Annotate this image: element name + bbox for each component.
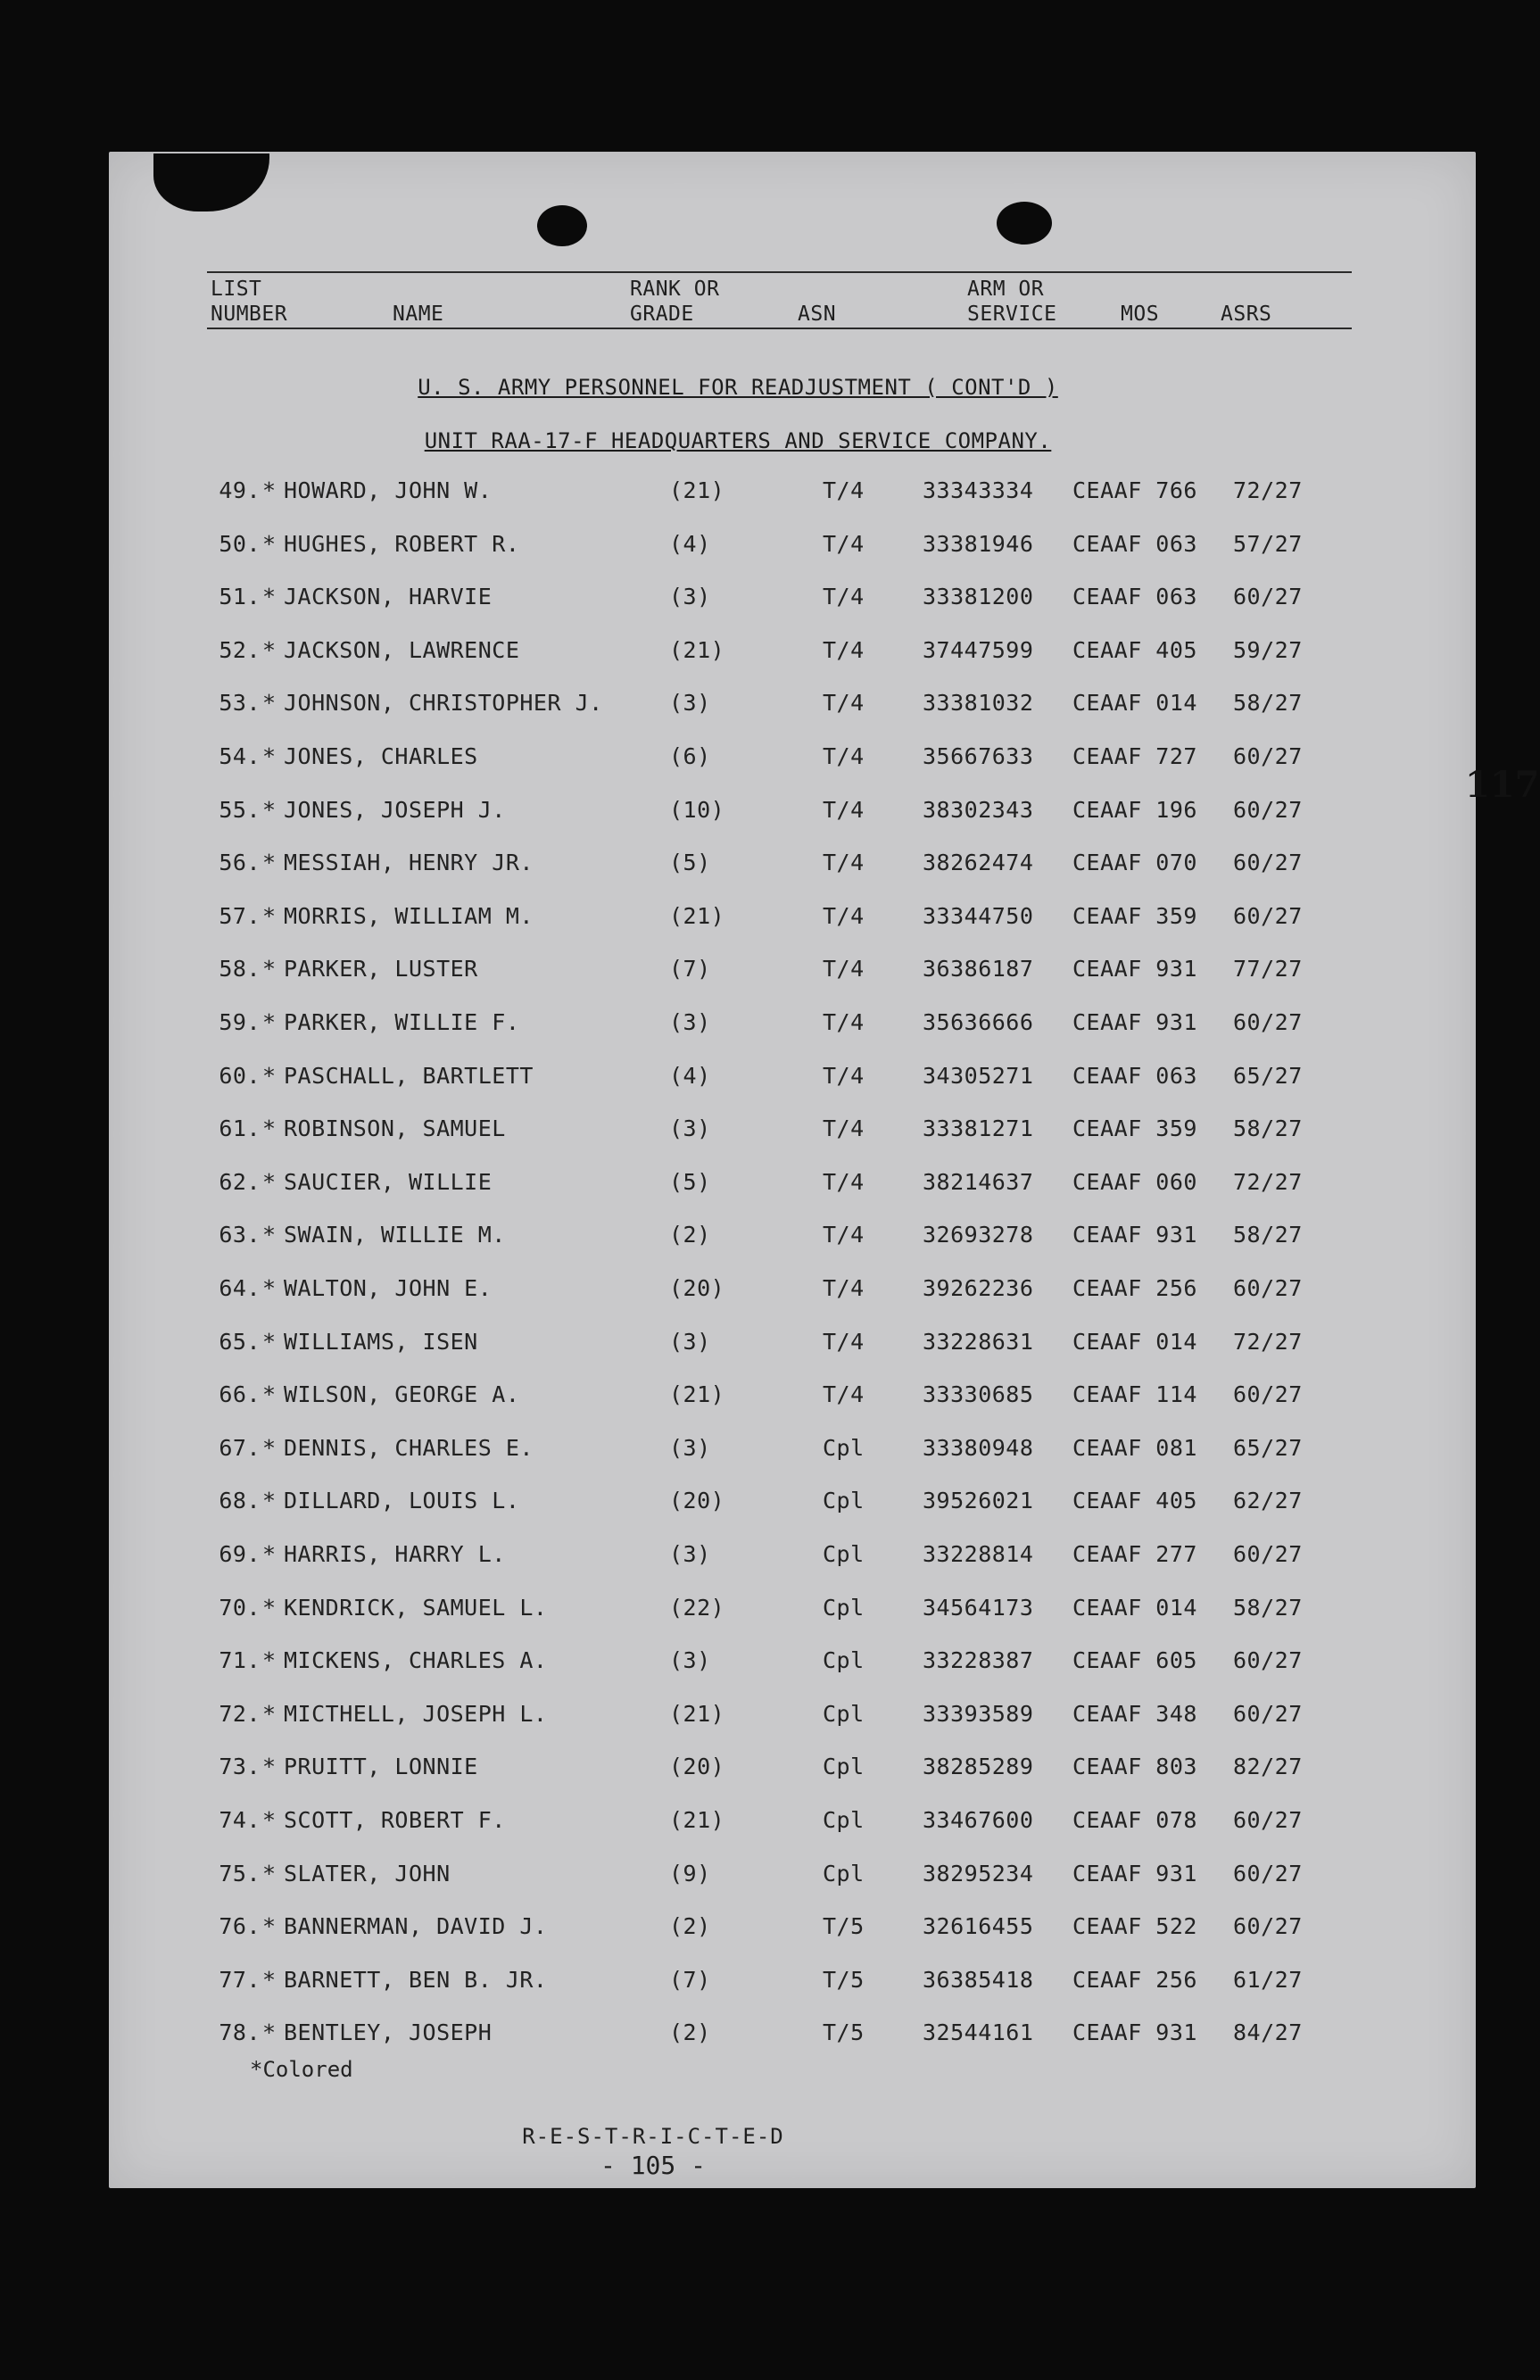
arm-service-mos: CEAAF 196 xyxy=(1072,797,1197,823)
person-name: BENTLEY, JOSEPH xyxy=(284,2019,493,2045)
colored-marker: * xyxy=(262,1701,277,1727)
table-row xyxy=(109,1435,1476,1471)
table-row xyxy=(109,1541,1476,1577)
asrs: 60/27 xyxy=(1233,584,1303,610)
grade: (3) xyxy=(669,690,711,716)
rank: Cpl xyxy=(823,1807,865,1833)
arm-service-mos: CEAAF 605 xyxy=(1072,1647,1197,1673)
asrs: 62/27 xyxy=(1233,1488,1303,1513)
asn: 36386187 xyxy=(923,956,1034,982)
colored-marker: * xyxy=(262,1169,277,1195)
person-name: PARKER, WILLIE F. xyxy=(284,1009,520,1035)
person-name: JONES, JOSEPH J. xyxy=(284,797,506,823)
asn: 37447599 xyxy=(923,637,1034,663)
person-name: BARNETT, BEN B. JR. xyxy=(284,1967,548,1993)
grade: (20) xyxy=(669,1754,725,1779)
asn: 32616455 xyxy=(923,1913,1034,1939)
person-name: DENNIS, CHARLES E. xyxy=(284,1435,534,1461)
arm-service-mos: CEAAF 063 xyxy=(1072,584,1197,610)
list-number: 76. xyxy=(219,1913,261,1939)
asn: 33330685 xyxy=(923,1381,1034,1407)
asn: 32544161 xyxy=(923,2019,1034,2045)
list-number: 70. xyxy=(219,1595,261,1621)
rank: T/4 xyxy=(823,1063,865,1089)
grade: (21) xyxy=(669,1807,725,1833)
table-row xyxy=(109,1754,1476,1789)
asn: 38262474 xyxy=(923,850,1034,875)
header-rank: RANK OR GRADE xyxy=(630,278,720,326)
asrs: 72/27 xyxy=(1233,1329,1303,1355)
arm-service-mos: CEAAF 348 xyxy=(1072,1701,1197,1727)
list-number: 69. xyxy=(219,1541,261,1567)
asrs: 59/27 xyxy=(1233,637,1303,663)
colored-marker: * xyxy=(262,743,277,769)
colored-marker: * xyxy=(262,1381,277,1407)
arm-service-mos: CEAAF 014 xyxy=(1072,1595,1197,1621)
asn: 33393589 xyxy=(923,1701,1034,1727)
grade: (3) xyxy=(669,1435,711,1461)
asn: 36385418 xyxy=(923,1967,1034,1993)
list-number: 67. xyxy=(219,1435,261,1461)
header-top-rule xyxy=(207,271,1352,273)
person-name: JONES, CHARLES xyxy=(284,743,478,769)
arm-service-mos: CEAAF 060 xyxy=(1072,1169,1197,1195)
colored-marker: * xyxy=(262,1541,277,1567)
table-row xyxy=(109,1861,1476,1896)
rank: T/4 xyxy=(823,1009,865,1035)
asrs: 60/27 xyxy=(1233,1807,1303,1833)
arm-service-mos: CEAAF 359 xyxy=(1072,1115,1197,1141)
arm-service-mos: CEAAF 256 xyxy=(1072,1967,1197,1993)
list-number: 74. xyxy=(219,1807,261,1833)
asn: 33380948 xyxy=(923,1435,1034,1461)
arm-service-mos: CEAAF 931 xyxy=(1072,956,1197,982)
grade: (5) xyxy=(669,1169,711,1195)
asn: 33228631 xyxy=(923,1329,1034,1355)
header-list-number: LIST NUMBER xyxy=(211,278,288,326)
arm-service-mos: CEAAF 727 xyxy=(1072,743,1197,769)
list-number: 66. xyxy=(219,1381,261,1407)
list-number: 61. xyxy=(219,1115,261,1141)
colored-marker: * xyxy=(262,1913,277,1939)
colored-marker: * xyxy=(262,2019,277,2045)
list-number: 77. xyxy=(219,1967,261,1993)
table-row xyxy=(109,690,1476,726)
handwritten-margin-number: 117 xyxy=(1465,764,1540,806)
header-mos: MOS xyxy=(1121,303,1160,326)
rank: T/4 xyxy=(823,956,865,982)
rank: T/4 xyxy=(823,1329,865,1355)
asrs: 60/27 xyxy=(1233,1381,1303,1407)
table-row xyxy=(109,1913,1476,1949)
arm-service-mos: CEAAF 803 xyxy=(1072,1754,1197,1779)
asrs: 58/27 xyxy=(1233,1222,1303,1248)
colored-marker: * xyxy=(262,850,277,875)
list-number: 73. xyxy=(219,1754,261,1779)
asn: 33344750 xyxy=(923,903,1034,929)
header-asrs: ASRS xyxy=(1221,303,1272,326)
asn: 33381946 xyxy=(923,531,1034,557)
header-name: NAME xyxy=(393,303,444,326)
list-number: 64. xyxy=(219,1275,261,1301)
colored-marker: * xyxy=(262,1488,277,1513)
person-name: WALTON, JOHN E. xyxy=(284,1275,493,1301)
arm-service-mos: CEAAF 078 xyxy=(1072,1807,1197,1833)
asn: 34564173 xyxy=(923,1595,1034,1621)
rank: T/4 xyxy=(823,531,865,557)
person-name: PARKER, LUSTER xyxy=(284,956,478,982)
person-name: HOWARD, JOHN W. xyxy=(284,477,493,503)
person-name: JACKSON, LAWRENCE xyxy=(284,637,520,663)
list-number: 53. xyxy=(219,690,261,716)
arm-service-mos: CEAAF 931 xyxy=(1072,2019,1197,2045)
asrs: 58/27 xyxy=(1233,1115,1303,1141)
grade: (4) xyxy=(669,531,711,557)
asrs: 58/27 xyxy=(1233,690,1303,716)
person-name: PRUITT, LONNIE xyxy=(284,1754,478,1779)
person-name: BANNERMAN, DAVID J. xyxy=(284,1913,548,1939)
rank: T/5 xyxy=(823,1913,865,1939)
table-row xyxy=(109,1647,1476,1683)
rank: T/4 xyxy=(823,1169,865,1195)
arm-service-mos: CEAAF 081 xyxy=(1072,1435,1197,1461)
arm-service-mos: CEAAF 277 xyxy=(1072,1541,1197,1567)
list-number: 56. xyxy=(219,850,261,875)
grade: (21) xyxy=(669,903,725,929)
person-name: DILLARD, LOUIS L. xyxy=(284,1488,520,1513)
table-row xyxy=(109,1222,1476,1257)
rank: T/4 xyxy=(823,1275,865,1301)
arm-service-mos: CEAAF 405 xyxy=(1072,637,1197,663)
colored-marker: * xyxy=(262,797,277,823)
asn: 35667633 xyxy=(923,743,1034,769)
asn: 38285289 xyxy=(923,1754,1034,1779)
person-name: HUGHES, ROBERT R. xyxy=(284,531,520,557)
table-row xyxy=(109,2019,1476,2055)
rank: Cpl xyxy=(823,1647,865,1673)
asn: 33381271 xyxy=(923,1115,1034,1141)
table-row xyxy=(109,477,1476,513)
asrs: 60/27 xyxy=(1233,1861,1303,1887)
colored-marker: * xyxy=(262,1222,277,1248)
grade: (2) xyxy=(669,2019,711,2045)
asrs: 60/27 xyxy=(1233,1647,1303,1673)
rank: T/5 xyxy=(823,1967,865,1993)
asrs: 58/27 xyxy=(1233,1595,1303,1621)
asrs: 61/27 xyxy=(1233,1967,1303,1993)
person-name: WILLIAMS, ISEN xyxy=(284,1329,478,1355)
list-number: 58. xyxy=(219,956,261,982)
grade: (3) xyxy=(669,1647,711,1673)
colored-marker: * xyxy=(262,1754,277,1779)
arm-service-mos: CEAAF 063 xyxy=(1072,531,1197,557)
arm-service-mos: CEAAF 256 xyxy=(1072,1275,1197,1301)
asrs: 60/27 xyxy=(1233,743,1303,769)
rank: T/5 xyxy=(823,2019,865,2045)
table-row xyxy=(109,1329,1476,1364)
list-number: 54. xyxy=(219,743,261,769)
document-title: U. S. ARMY PERSONNEL FOR READJUSTMENT ( CONT'D ) xyxy=(418,375,1058,400)
list-number: 51. xyxy=(219,584,261,610)
colored-marker: * xyxy=(262,1861,277,1887)
colored-marker: * xyxy=(262,1967,277,1993)
rank: T/4 xyxy=(823,850,865,875)
grade: (10) xyxy=(669,797,725,823)
asn: 32693278 xyxy=(923,1222,1034,1248)
list-number: 62. xyxy=(219,1169,261,1195)
grade: (3) xyxy=(669,1115,711,1141)
asrs: 60/27 xyxy=(1233,850,1303,875)
page-number: - 105 - xyxy=(600,2151,706,2180)
asrs: 65/27 xyxy=(1233,1063,1303,1089)
unit-title: UNIT RAA-17-F HEADQUARTERS AND SERVICE COMPANY. xyxy=(424,428,1052,453)
colored-marker: * xyxy=(262,1647,277,1673)
asrs: 60/27 xyxy=(1233,1701,1303,1727)
rank: T/4 xyxy=(823,1222,865,1248)
arm-service-mos: CEAAF 014 xyxy=(1072,1329,1197,1355)
grade: (21) xyxy=(669,637,725,663)
person-name: MICKENS, CHARLES A. xyxy=(284,1647,548,1673)
person-name: JACKSON, HARVIE xyxy=(284,584,493,610)
grade: (7) xyxy=(669,956,711,982)
table-row xyxy=(109,637,1476,673)
list-number: 71. xyxy=(219,1647,261,1673)
person-name: HARRIS, HARRY L. xyxy=(284,1541,506,1567)
colored-marker: * xyxy=(262,1115,277,1141)
asrs: 82/27 xyxy=(1233,1754,1303,1779)
asrs: 65/27 xyxy=(1233,1435,1303,1461)
list-number: 75. xyxy=(219,1861,261,1887)
list-number: 52. xyxy=(219,637,261,663)
punch-hole xyxy=(537,205,587,246)
restricted-marking: R-E-S-T-R-I-C-T-E-D xyxy=(522,2124,784,2149)
table-row xyxy=(109,1967,1476,2003)
list-number: 57. xyxy=(219,903,261,929)
arm-service-mos: CEAAF 405 xyxy=(1072,1488,1197,1513)
colored-marker: * xyxy=(262,584,277,610)
person-name: SWAIN, WILLIE M. xyxy=(284,1222,506,1248)
footnote: *Colored xyxy=(250,2057,353,2082)
person-name: ROBINSON, SAMUEL xyxy=(284,1115,506,1141)
rank: T/4 xyxy=(823,637,865,663)
rank: T/4 xyxy=(823,477,865,503)
grade: (22) xyxy=(669,1595,725,1621)
colored-marker: * xyxy=(262,690,277,716)
list-number: 68. xyxy=(219,1488,261,1513)
grade: (3) xyxy=(669,1009,711,1035)
grade: (21) xyxy=(669,477,725,503)
list-number: 50. xyxy=(219,531,261,557)
list-number: 60. xyxy=(219,1063,261,1089)
grade: (6) xyxy=(669,743,711,769)
arm-service-mos: CEAAF 931 xyxy=(1072,1009,1197,1035)
colored-marker: * xyxy=(262,1275,277,1301)
table-row xyxy=(109,1807,1476,1843)
rank: Cpl xyxy=(823,1861,865,1887)
person-name: PASCHALL, BARTLETT xyxy=(284,1063,534,1089)
colored-marker: * xyxy=(262,531,277,557)
grade: (7) xyxy=(669,1967,711,1993)
table-row xyxy=(109,956,1476,991)
asn: 38214637 xyxy=(923,1169,1034,1195)
colored-marker: * xyxy=(262,1807,277,1833)
table-row xyxy=(109,1169,1476,1205)
grade: (9) xyxy=(669,1861,711,1887)
asrs: 60/27 xyxy=(1233,1541,1303,1567)
asrs: 84/27 xyxy=(1233,2019,1303,2045)
rank: T/4 xyxy=(823,690,865,716)
list-number: 55. xyxy=(219,797,261,823)
person-name: JOHNSON, CHRISTOPHER J. xyxy=(284,690,603,716)
grade: (3) xyxy=(669,584,711,610)
colored-marker: * xyxy=(262,956,277,982)
table-row xyxy=(109,1381,1476,1417)
asn: 33381032 xyxy=(923,690,1034,716)
colored-marker: * xyxy=(262,1063,277,1089)
arm-service-mos: CEAAF 014 xyxy=(1072,690,1197,716)
grade: (2) xyxy=(669,1913,711,1939)
table-row xyxy=(109,1488,1476,1523)
table-row xyxy=(109,1009,1476,1045)
rank: T/4 xyxy=(823,584,865,610)
grade: (2) xyxy=(669,1222,711,1248)
header-arm: ARM OR SERVICE xyxy=(967,278,1057,326)
asrs: 72/27 xyxy=(1233,1169,1303,1195)
person-name: KENDRICK, SAMUEL L. xyxy=(284,1595,548,1621)
colored-marker: * xyxy=(262,903,277,929)
header-asn: ASN xyxy=(798,303,837,326)
grade: (4) xyxy=(669,1063,711,1089)
list-number: 65. xyxy=(219,1329,261,1355)
rank: T/4 xyxy=(823,743,865,769)
table-row xyxy=(109,1275,1476,1311)
table-row xyxy=(109,850,1476,885)
table-row xyxy=(109,1063,1476,1099)
asrs: 60/27 xyxy=(1233,1913,1303,1939)
asn: 34305271 xyxy=(923,1063,1034,1089)
grade: (20) xyxy=(669,1275,725,1301)
list-number: 78. xyxy=(219,2019,261,2045)
asn: 38295234 xyxy=(923,1861,1034,1887)
grade: (21) xyxy=(669,1701,725,1727)
rank: Cpl xyxy=(823,1488,865,1513)
arm-service-mos: CEAAF 522 xyxy=(1072,1913,1197,1939)
colored-marker: * xyxy=(262,477,277,503)
torn-corner xyxy=(153,153,269,211)
table-row xyxy=(109,584,1476,619)
asn: 39262236 xyxy=(923,1275,1034,1301)
person-name: MESSIAH, HENRY JR. xyxy=(284,850,534,875)
asn: 33467600 xyxy=(923,1807,1034,1833)
person-name: MICTHELL, JOSEPH L. xyxy=(284,1701,548,1727)
arm-service-mos: CEAAF 931 xyxy=(1072,1861,1197,1887)
punch-hole xyxy=(997,202,1052,245)
asn: 35636666 xyxy=(923,1009,1034,1035)
table-row xyxy=(109,743,1476,779)
asn: 33228387 xyxy=(923,1647,1034,1673)
rank: T/4 xyxy=(823,797,865,823)
table-row xyxy=(109,903,1476,939)
list-number: 59. xyxy=(219,1009,261,1035)
colored-marker: * xyxy=(262,637,277,663)
arm-service-mos: CEAAF 063 xyxy=(1072,1063,1197,1089)
arm-service-mos: CEAAF 114 xyxy=(1072,1381,1197,1407)
grade: (20) xyxy=(669,1488,725,1513)
asn: 33228814 xyxy=(923,1541,1034,1567)
header-bottom-rule xyxy=(207,328,1352,329)
person-name: WILSON, GEORGE A. xyxy=(284,1381,520,1407)
asn: 33343334 xyxy=(923,477,1034,503)
table-row xyxy=(109,1595,1476,1630)
grade: (21) xyxy=(669,1381,725,1407)
table-row xyxy=(109,1701,1476,1737)
rank: Cpl xyxy=(823,1701,865,1727)
grade: (3) xyxy=(669,1541,711,1567)
person-name: MORRIS, WILLIAM M. xyxy=(284,903,534,929)
rank: Cpl xyxy=(823,1595,865,1621)
table-row xyxy=(109,1115,1476,1151)
document-page xyxy=(109,152,1540,2188)
colored-marker: * xyxy=(262,1009,277,1035)
asrs: 77/27 xyxy=(1233,956,1303,982)
list-number: 63. xyxy=(219,1222,261,1248)
asrs: 60/27 xyxy=(1233,903,1303,929)
list-number: 49. xyxy=(219,477,261,503)
table-row xyxy=(109,797,1476,833)
colored-marker: * xyxy=(262,1435,277,1461)
table-row xyxy=(109,531,1476,567)
arm-service-mos: CEAAF 766 xyxy=(1072,477,1197,503)
asrs: 60/27 xyxy=(1233,1275,1303,1301)
asrs: 60/27 xyxy=(1233,1009,1303,1035)
rank: T/4 xyxy=(823,1115,865,1141)
rank: T/4 xyxy=(823,1381,865,1407)
arm-service-mos: CEAAF 931 xyxy=(1072,1222,1197,1248)
rank: Cpl xyxy=(823,1435,865,1461)
asn: 33381200 xyxy=(923,584,1034,610)
arm-service-mos: CEAAF 070 xyxy=(1072,850,1197,875)
asn: 39526021 xyxy=(923,1488,1034,1513)
arm-service-mos: CEAAF 359 xyxy=(1072,903,1197,929)
rank: T/4 xyxy=(823,903,865,929)
colored-marker: * xyxy=(262,1329,277,1355)
asn: 38302343 xyxy=(923,797,1034,823)
colored-marker: * xyxy=(262,1595,277,1621)
asrs: 57/27 xyxy=(1233,531,1303,557)
person-name: SAUCIER, WILLIE xyxy=(284,1169,493,1195)
list-number: 72. xyxy=(219,1701,261,1727)
rank: Cpl xyxy=(823,1541,865,1567)
asrs: 72/27 xyxy=(1233,477,1303,503)
person-name: SCOTT, ROBERT F. xyxy=(284,1807,506,1833)
rank: Cpl xyxy=(823,1754,865,1779)
grade: (3) xyxy=(669,1329,711,1355)
asrs: 60/27 xyxy=(1233,797,1303,823)
grade: (5) xyxy=(669,850,711,875)
person-name: SLATER, JOHN xyxy=(284,1861,451,1887)
